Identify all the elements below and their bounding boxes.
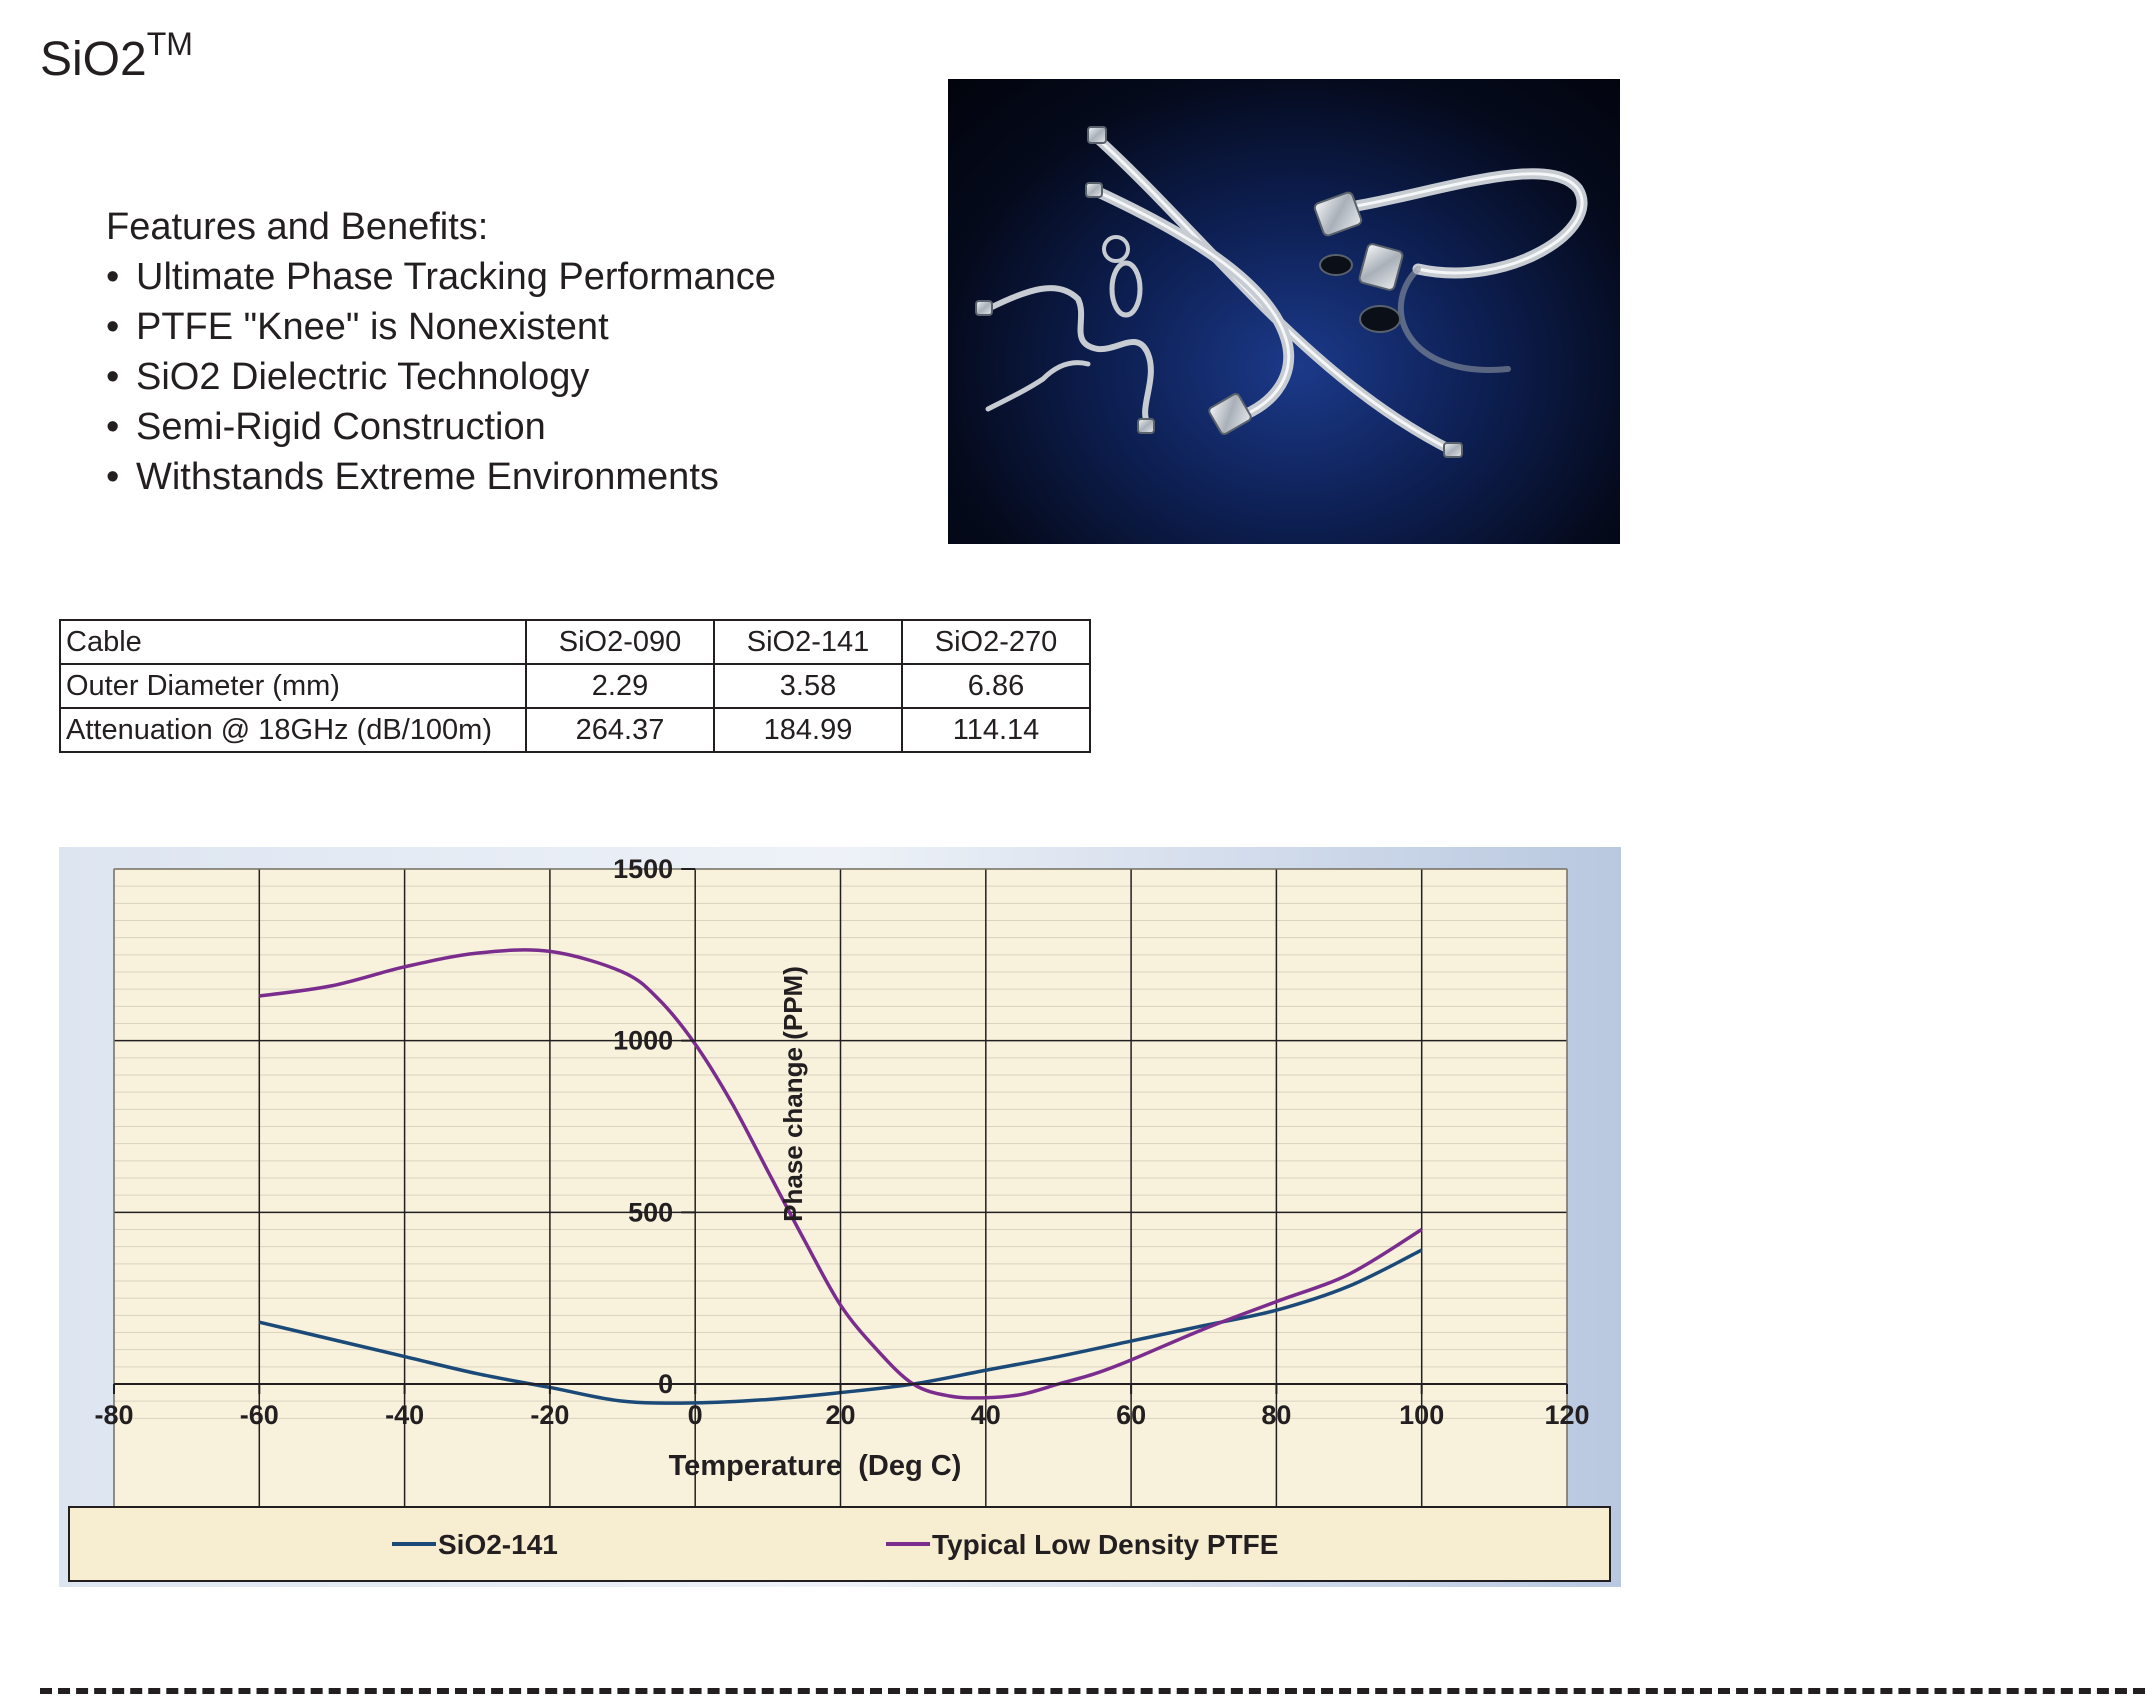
table-cell: Cable [60,620,526,664]
feature-text: PTFE "Knee" is Nonexistent [136,306,609,348]
x-tick-label: 100 [1399,1400,1445,1430]
feature-text: Semi-Rigid Construction [136,406,546,448]
feature-text: SiO2 Dielectric Technology [136,356,590,398]
table-cell: 114.14 [902,708,1090,752]
table-cell: 184.99 [714,708,902,752]
table-cell: 2.29 [526,664,714,708]
table-cell: Attenuation @ 18GHz (dB/100m) [60,708,526,752]
table-cell: SiO2-270 [902,620,1090,664]
feature-text: Withstands Extreme Environments [136,456,719,498]
y-tick-label: 500 [628,1197,674,1228]
bullet-icon: • [106,356,120,398]
table-cell: SiO2-141 [714,620,902,664]
feature-item [106,452,776,502]
table-cell: 6.86 [902,664,1090,708]
x-tick-label: -80 [94,1400,134,1430]
x-axis-title: Temperature (Deg C) [668,1450,962,1482]
cable-assemblies-illustration [948,79,1620,544]
table-cell: 3.58 [714,664,902,708]
y-tick-label: 1000 [613,1025,674,1056]
x-tick-label: -60 [239,1400,279,1430]
feature-text: Ultimate Phase Tracking Performance [136,256,776,298]
table-cell: 264.37 [526,708,714,752]
y-tick-label: 0 [658,1369,674,1399]
y-tick-label: 1500 [613,854,674,884]
x-tick-label: 20 [825,1400,856,1430]
spec-table [59,619,1091,753]
features-section [106,202,776,502]
product-photo [948,79,1620,544]
feature-item [106,352,776,402]
bullet-icon: • [106,306,120,348]
table-row [60,664,1090,708]
features-list [106,252,776,502]
bullet-icon: • [106,456,120,498]
features-heading: Features and Benefits: [106,206,489,248]
bullet-icon: • [106,406,120,448]
feature-item [106,402,776,452]
legend-label: SiO2-141 [438,1529,558,1560]
phase-change-chart [59,847,1621,1587]
table-cell: Outer Diameter (mm) [60,664,526,708]
page-title [40,14,193,90]
x-tick-label: 0 [687,1400,703,1430]
x-tick-label: 120 [1544,1400,1590,1430]
page-title-text: SiO2 [40,33,147,86]
legend-label: Typical Low Density PTFE [932,1529,1279,1560]
y-axis-title: Phase change (PPM) [778,966,808,1222]
bullet-icon: • [106,256,120,298]
feature-item [106,252,776,302]
x-tick-label: 60 [1116,1400,1147,1430]
table-header-row [60,620,1090,664]
dashed-divider [40,1688,2145,1694]
cable-bent [988,288,1151,424]
chart-svg [59,847,1621,1587]
x-tick-label: 40 [970,1400,1001,1430]
x-tick-label: 80 [1261,1400,1292,1430]
x-tick-label: -40 [385,1400,425,1430]
legend-box [69,1507,1610,1581]
x-tick-label: -20 [530,1400,570,1430]
trademark-mark: TM [146,26,193,62]
table-row [60,708,1090,752]
feature-item [106,302,776,352]
table-cell: SiO2-090 [526,620,714,664]
